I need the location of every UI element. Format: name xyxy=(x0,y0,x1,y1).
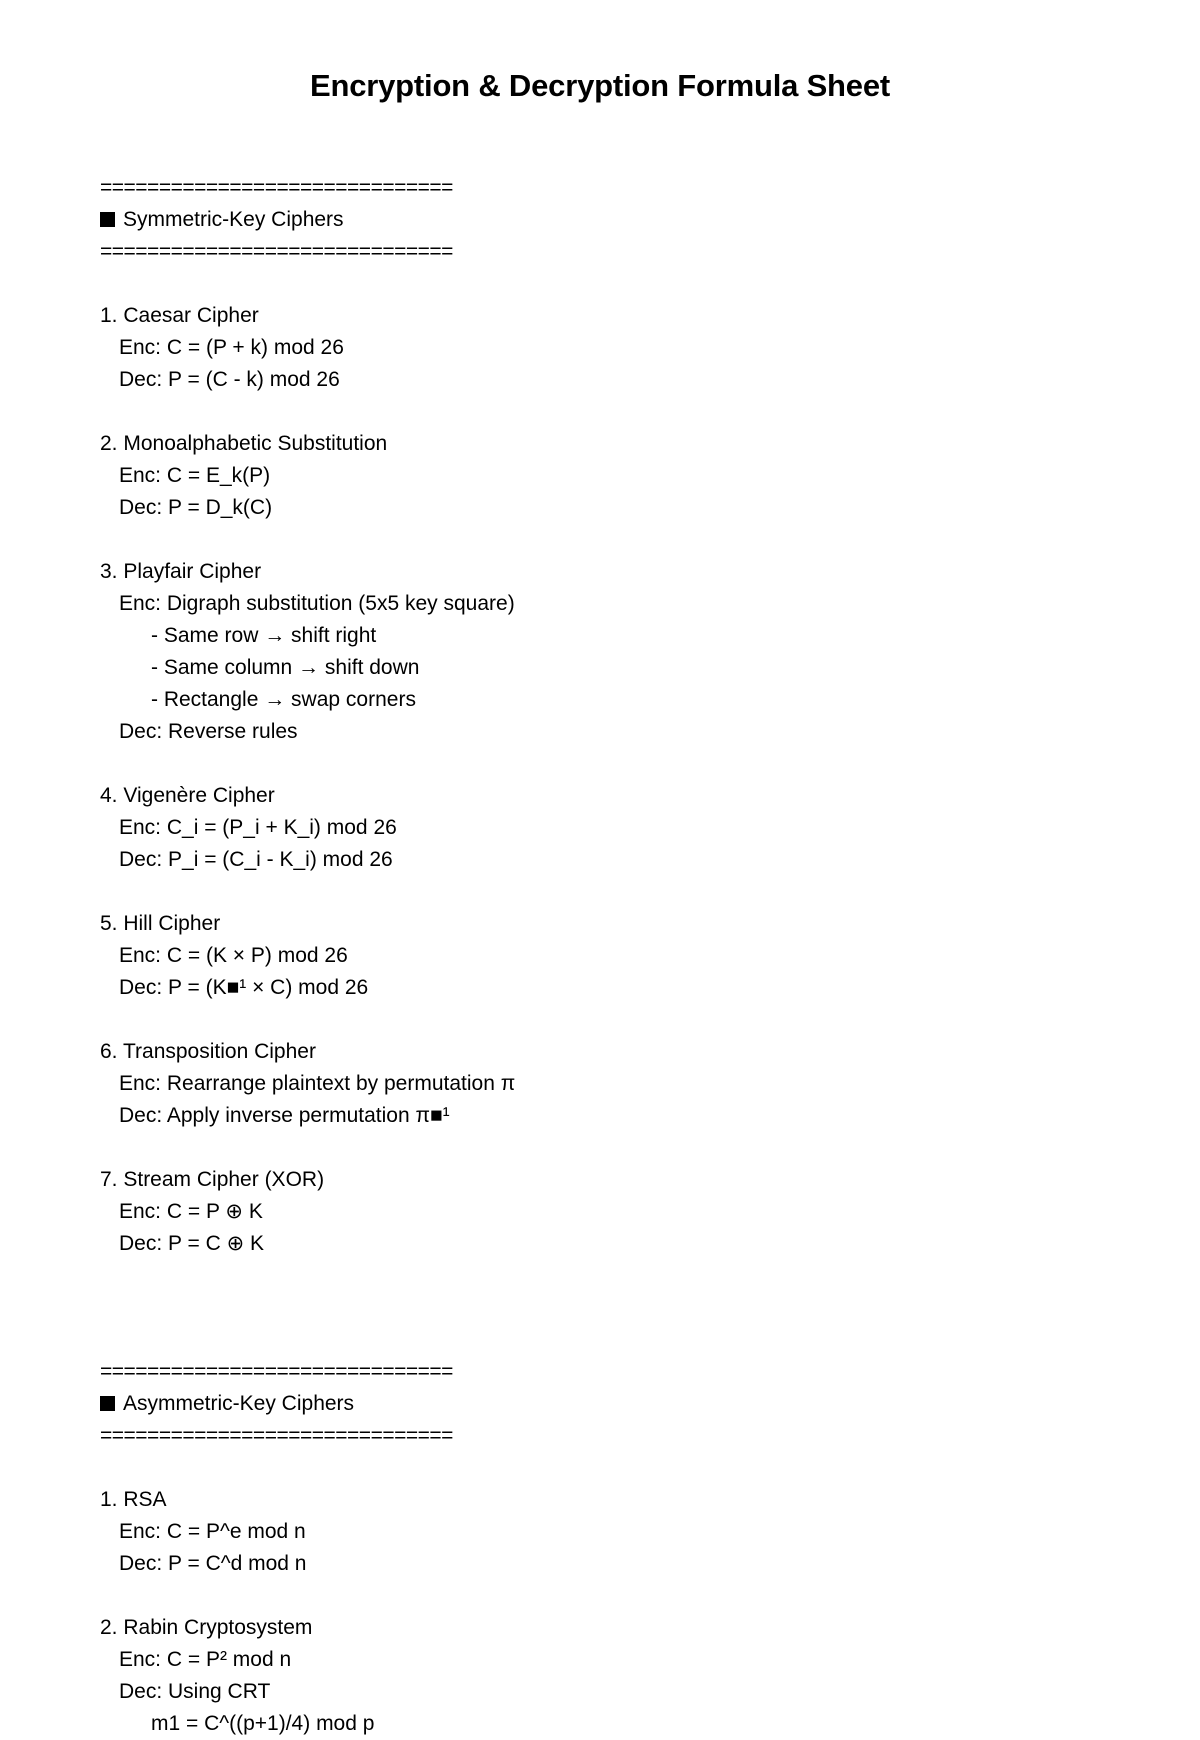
enc-formula: Enc: Rearrange plaintext by permutation π xyxy=(119,1072,516,1095)
cipher-name: 1. RSA xyxy=(100,1488,167,1511)
dec-formula: Dec: P = C^d mod n xyxy=(119,1552,307,1575)
dec-formula: Dec: P = D_k(C) xyxy=(119,496,273,519)
dec-formula: Dec: Using CRT xyxy=(119,1680,271,1703)
enc-formula: Enc: Digraph substitution (5x5 key square) xyxy=(119,592,515,615)
cipher-name: 2. Rabin Cryptosystem xyxy=(100,1616,313,1639)
dec-formula: Dec: Apply inverse permutation π■¹ xyxy=(119,1104,450,1127)
content-body xyxy=(100,172,1140,1740)
page-title: Encryption & Decryption Formula Sheet xyxy=(310,68,890,103)
crt-step: m1 = C^((p+1)/4) mod p xyxy=(151,1712,375,1735)
playfair-rule: - Same row → shift right xyxy=(151,624,377,647)
enc-formula: Enc: C_i = (P_i + K_i) mod 26 xyxy=(119,816,397,839)
dec-formula: Dec: Reverse rules xyxy=(119,720,298,743)
cipher-name: 6. Transposition Cipher xyxy=(100,1040,316,1063)
cipher-name: 4. Vigenère Cipher xyxy=(100,784,275,807)
section-heading-symmetric xyxy=(100,204,1140,236)
square-bullet-icon xyxy=(100,212,115,227)
section-rule: ============================== xyxy=(100,176,453,199)
dec-formula: Dec: P = C ⊕ K xyxy=(119,1232,265,1255)
section-rule: ============================== xyxy=(100,240,453,263)
dec-formula: Dec: P = (K■¹ × C) mod 26 xyxy=(119,976,369,999)
cipher-name: 5. Hill Cipher xyxy=(100,912,221,935)
cipher-name: 2. Monoalphabetic Substitution xyxy=(100,432,388,455)
playfair-rule: - Rectangle → swap corners xyxy=(151,688,416,711)
section-rule: ============================== xyxy=(100,1360,453,1383)
enc-formula: Enc: C = P ⊕ K xyxy=(119,1200,263,1223)
enc-formula: Enc: C = (K × P) mod 26 xyxy=(119,944,348,967)
cipher-name: 3. Playfair Cipher xyxy=(100,560,262,583)
enc-formula: Enc: C = E_k(P) xyxy=(119,464,271,487)
section-rule: ============================== xyxy=(100,1424,453,1447)
enc-formula: Enc: C = (P + k) mod 26 xyxy=(119,336,344,359)
dec-formula: Dec: P_i = (C_i - K_i) mod 26 xyxy=(119,848,393,871)
cipher-name: 1. Caesar Cipher xyxy=(100,304,259,327)
playfair-rule: - Same column → shift down xyxy=(151,656,420,679)
section-heading-label: Asymmetric-Key Ciphers xyxy=(123,1392,355,1415)
square-bullet-icon xyxy=(100,1396,115,1411)
dec-formula: Dec: P = (C - k) mod 26 xyxy=(119,368,340,391)
section-heading-asymmetric xyxy=(100,1388,1140,1420)
enc-formula: Enc: C = P^e mod n xyxy=(119,1520,306,1543)
enc-formula: Enc: C = P² mod n xyxy=(119,1648,292,1671)
cipher-name: 7. Stream Cipher (XOR) xyxy=(100,1168,325,1191)
section-heading-label: Symmetric-Key Ciphers xyxy=(123,208,344,231)
